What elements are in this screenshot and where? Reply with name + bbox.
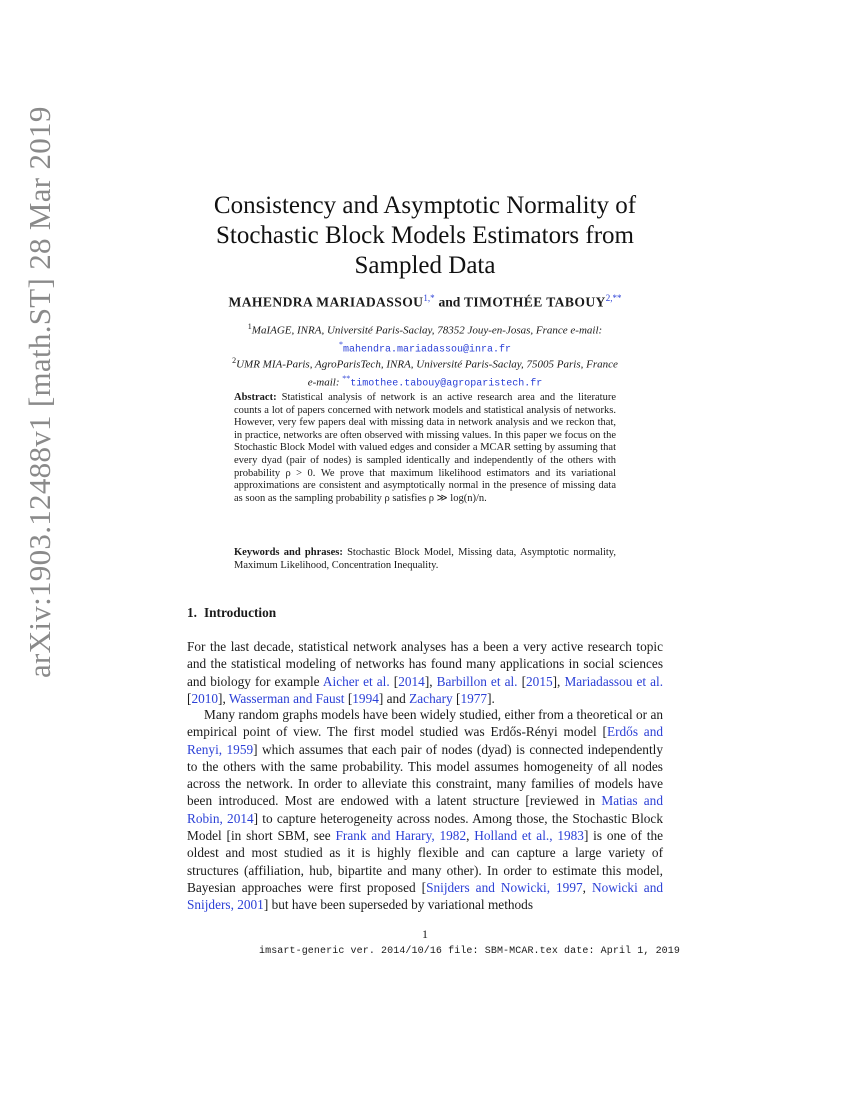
section-title: Introduction (203, 605, 277, 620)
citation-link[interactable]: Zachary (409, 690, 453, 706)
affil-text: UMR MIA-Paris, AgroParisTech, INRA, Université Paris-Saclay, 75005 Paris, France (236, 358, 618, 371)
email-mark: * (338, 339, 343, 349)
citation-link[interactable]: Aicher et al. (322, 673, 390, 689)
affiliation-2 (150, 354, 700, 391)
title-line: Sampled Data (354, 252, 496, 279)
body-text: ], (424, 673, 437, 689)
body-text: , (582, 879, 592, 895)
page-footer: imsart-generic ver. 2014/10/16 file: SBM-MCAR.tex date: April 1, 2019 (259, 946, 680, 957)
body-text: Many random graphs models have been widely studied, either from a theoretical or an empirical point of view. The first model studied was Erdős-Rényi model [ (187, 707, 663, 740)
body-text: For the last decade, statistical network analyses has a been a very active research topic and the statistical modeling of networks has found many applications in social sciences and biology for example (187, 639, 663, 689)
body-text: , (466, 828, 475, 844)
arxiv-identifier: arXiv:1903.12488v1 [math.ST] 28 Mar 2019 (22, 106, 57, 678)
citation-link[interactable]: Barbillon et al. (436, 673, 518, 689)
body-text: ] which assumes that each pair of nodes (dyad) is connected independently to the others with the same probability. This model assumes homogeneity of all nodes across the network. In order to alleviate this constraint, many families of models have been introduced. Most are endowed with a latent structure [reviewed in (187, 741, 663, 809)
email-link[interactable]: mahendra.mariadassou@inra.fr (342, 344, 512, 356)
title-line: Consistency and Asymptotic Normality of (213, 192, 637, 219)
author-conjunction: and (438, 294, 461, 310)
section-heading (187, 605, 276, 621)
email-mark: ** (342, 373, 351, 383)
citation-link[interactable]: Snijders and Nowicki, 1997 (426, 879, 583, 895)
citation-year-link[interactable]: 2014 (398, 673, 425, 689)
citation-year-link[interactable]: 2015 (526, 673, 553, 689)
keywords (234, 547, 616, 572)
citation-link[interactable]: Wasserman and Faust (228, 690, 345, 706)
body-text: ] but have been superseded by variational methods (263, 897, 534, 913)
abstract-label: Abstract: (234, 392, 277, 403)
citation-year-link[interactable]: 1977 (460, 690, 488, 706)
body-text: ], (218, 690, 229, 706)
body-text: ] and (378, 690, 410, 706)
body-text: ] is one of the oldest and most studied as it is highly flexible and can capture a large variety of structures (affiliation, hub, bipartite and many other). In order to estimate this model, Bayesian approaches were first proposed [ (187, 828, 663, 895)
paper-title (150, 191, 700, 281)
body-text: ], (552, 673, 565, 689)
body-text: [ (389, 673, 399, 689)
author-affil-mark[interactable]: 2,** (605, 293, 622, 303)
abstract (234, 392, 616, 505)
keywords-label: Keywords and phrases: (234, 547, 343, 558)
body-text: [ (344, 690, 353, 706)
email-prefix: e-mail: (307, 376, 340, 389)
author-name: MAHENDRA MARIADASSOU (228, 294, 424, 310)
citation-link[interactable]: Frank and Harary, 1982 (335, 828, 467, 844)
author-affil-mark[interactable]: 1,* (423, 293, 435, 303)
page-number: 1 (422, 927, 428, 941)
abstract-text: Statistical analysis of network is an active research area and the literature counts a lot of papers concerned with network models and statistical analysis of networks. However, very few papers deal with missing data in network analysis and we reckon that, in practice, networks are often observed with missing values. In this paper we focus on the Stochastic Block Model with valued edges and consider a MCAR setting by assuming that every dyad (pair of nodes) is sampled identically and independently of the others with probability ρ > 0. We prove that maximum likelihood estimators and its variational approximations are consistent and asymptotically normal in the presence of missing data as soon as the sampling probability ρ satisfies ρ ≫ log(n)/n. (234, 392, 617, 504)
body-text: ]. (487, 690, 495, 706)
affil-number: 1 (247, 322, 252, 331)
body-text: [ (517, 673, 527, 689)
author-list (150, 293, 700, 311)
author-name: TIMOTHÉE TABOUY (463, 294, 606, 310)
citation-link[interactable]: Matias and Robin, 2014 (187, 793, 663, 826)
affiliation-1 (150, 320, 700, 357)
affil-number: 2 (232, 356, 237, 365)
title-line: Stochastic Block Models Estimators from (215, 222, 634, 249)
email-link[interactable]: timothee.tabouy@agroparistech.fr (350, 378, 543, 390)
citation-year-link[interactable]: 1994 (352, 690, 379, 706)
body-text: [ (187, 690, 192, 706)
intro-paragraph-2 (187, 706, 663, 914)
intro-paragraph-1 (187, 638, 663, 707)
citation-link[interactable]: Nowicki and Snijders, 2001 (187, 879, 663, 913)
citation-link[interactable]: Mariadassou et al. (564, 673, 664, 689)
body-text: [ (452, 690, 461, 706)
citation-year-link[interactable]: 2010 (191, 690, 219, 706)
citation-link[interactable]: Erdős and Renyi, 1959 (187, 724, 664, 757)
keywords-text: Stochastic Block Model, Missing data, Asymptotic normality, Maximum Likelihood, Concentration Inequality. (234, 547, 616, 571)
citation-link[interactable]: Holland et al., 1983 (474, 828, 584, 844)
section-number: 1. (187, 605, 197, 620)
body-text: ] to capture heterogeneity across nodes. Among those, the Stochastic Block Model [in short SBM, see (187, 810, 663, 844)
affil-text: MaIAGE, INRA, Université Paris-Saclay, 78352 Jouy-en-Josas, France e-mail: (251, 324, 603, 337)
